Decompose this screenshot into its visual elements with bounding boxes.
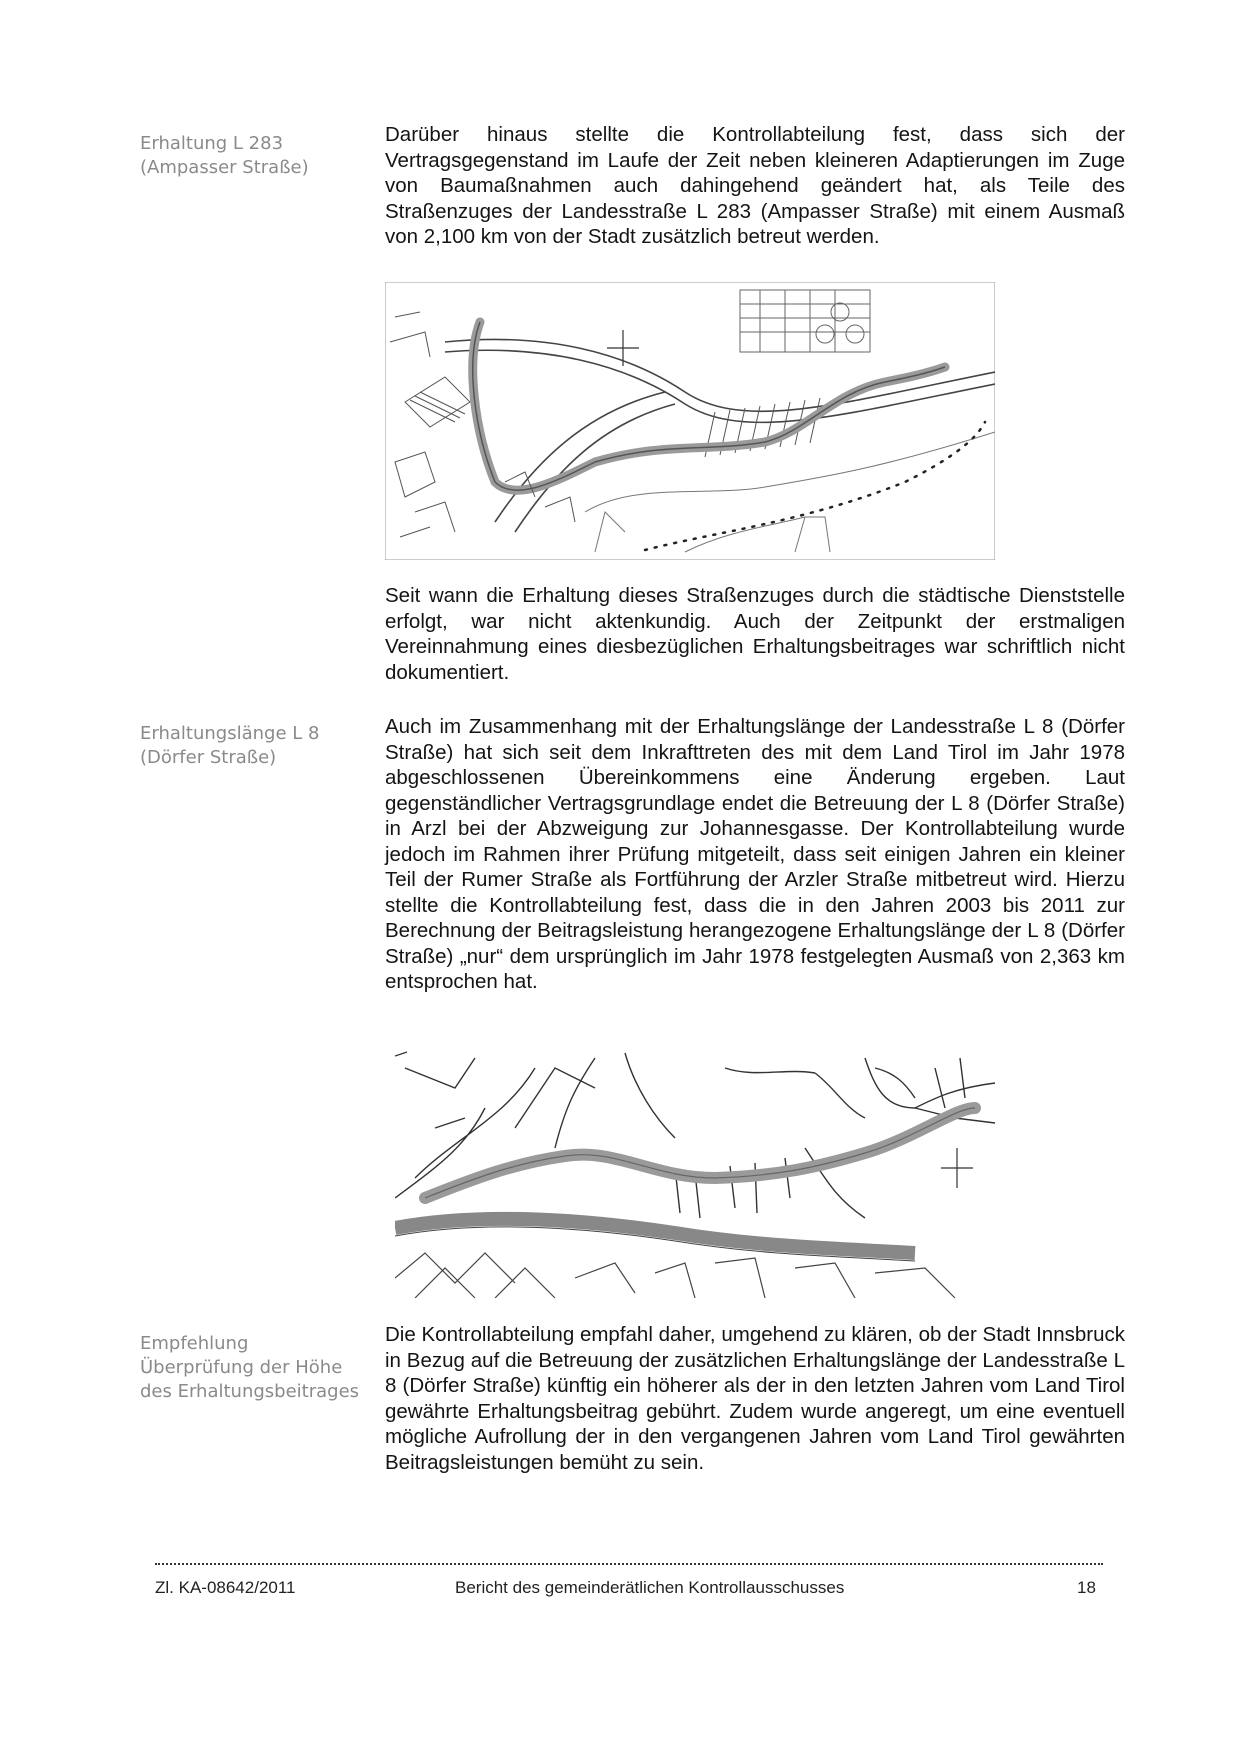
margin-note-l8 xyxy=(140,722,380,770)
margin-note-line: Überprüfung der Höhe xyxy=(140,1357,343,1378)
margin-note-line: (Ampasser Straße) xyxy=(140,157,309,178)
paragraph-recommendation: Die Kontrollabteilung empfahl daher, umgehend zu klären, ob der Stadt Innsbruck in Bezug auf die Betreuung der zusätzlichen Erhaltungslänge der Landesstraße L 8 (Dörfer Straße) künftig ein höherer als der in den letzten Jahren vom Land Tirol gewährte Erhaltungsbeitrag gebührt. Zudem wurde angeregt, um eine eventuell mögliche Aufrollung der in den vergangenen Jahren vom Land Tirol gewährten Beitragsleistungen bemüht zu sein. xyxy=(385,1323,1125,1474)
paragraph-l283-maintenance: Darüber hinaus stellte die Kontrollabteilung fest, dass sich der Vertragsgegenstand im Laufe der Zeit neben kleineren Adaptierungen im Zuge von Baumaßnahmen auch dahingehend geändert hat, als Teile des Straßenzuges der Landesstraße L 283 (Ampasser Straße) mit einem Ausmaß von 2,100 km von der Stadt zusätzlich betreut werden. xyxy=(385,123,1125,248)
margin-note-line: des Erhaltungsbeitrages xyxy=(140,1381,360,1402)
footer-rule xyxy=(155,1563,1103,1565)
margin-note-l283 xyxy=(140,132,380,180)
map-ampasser-strasse xyxy=(385,282,995,560)
map-l8-image xyxy=(395,1048,1000,1298)
footer-title: Bericht des gemeinderätlichen Kontrollausschusses xyxy=(455,1578,845,1597)
paragraph-l8-length: Auch im Zusammenhang mit der Erhaltungslänge der Landesstraße L 8 (Dörfer Straße) hat sich seit dem Inkrafttreten des mit dem Land Tirol im Jahr 1978 abgeschlossenen Übereinkommens eine Änderung ergeben. Laut gegenständlicher Vertragsgrundlage endet die Betreuung der L 8 (Dörfer Straße) in Arzl bei der Abzweigung zur Johannesgasse. Der Kontrollabteilung wurde jedoch im Rahmen ihrer Prüfung mitgeteilt, dass seit einigen Jahren ein kleiner Teil der Rumer Straße als Fortführung der Arzler Straße mitbetreut wird. Hierzu stellte die Kontrollabteilung fest, dass die in den Jahren 2003 bis 2011 zur Berechnung der Beitragsleistung herangezogene Erhaltungslänge der L 8 (Dörfer Straße) „nur“ dem ursprünglich im Jahr 1978 festgelegten Ausmaß von 2,363 km entsprochen hat. xyxy=(385,715,1125,993)
margin-note-recommendation xyxy=(140,1332,380,1404)
page-number: 18 xyxy=(1077,1578,1096,1597)
margin-note-line: Erhaltung L 283 xyxy=(140,133,284,154)
margin-note-line: (Dörfer Straße) xyxy=(140,747,277,768)
map-l283-image xyxy=(385,282,995,560)
margin-note-line: Empfehlung xyxy=(140,1333,249,1354)
map-doerfer-strasse xyxy=(395,1048,1000,1298)
footer-reference: Zl. KA-08642/2011 xyxy=(155,1578,296,1597)
margin-note-line: Erhaltungslänge L 8 xyxy=(140,723,320,744)
paragraph-l283-records: Seit wann die Erhaltung dieses Straßenzuges durch die städtische Dienststelle erfolgt, war nicht aktenkundig. Auch der Zeitpunkt der erstmaligen Vereinnahmung eines diesbezüglichen Erhaltungsbeitrages war schriftlich nicht dokumentiert. xyxy=(385,584,1125,684)
